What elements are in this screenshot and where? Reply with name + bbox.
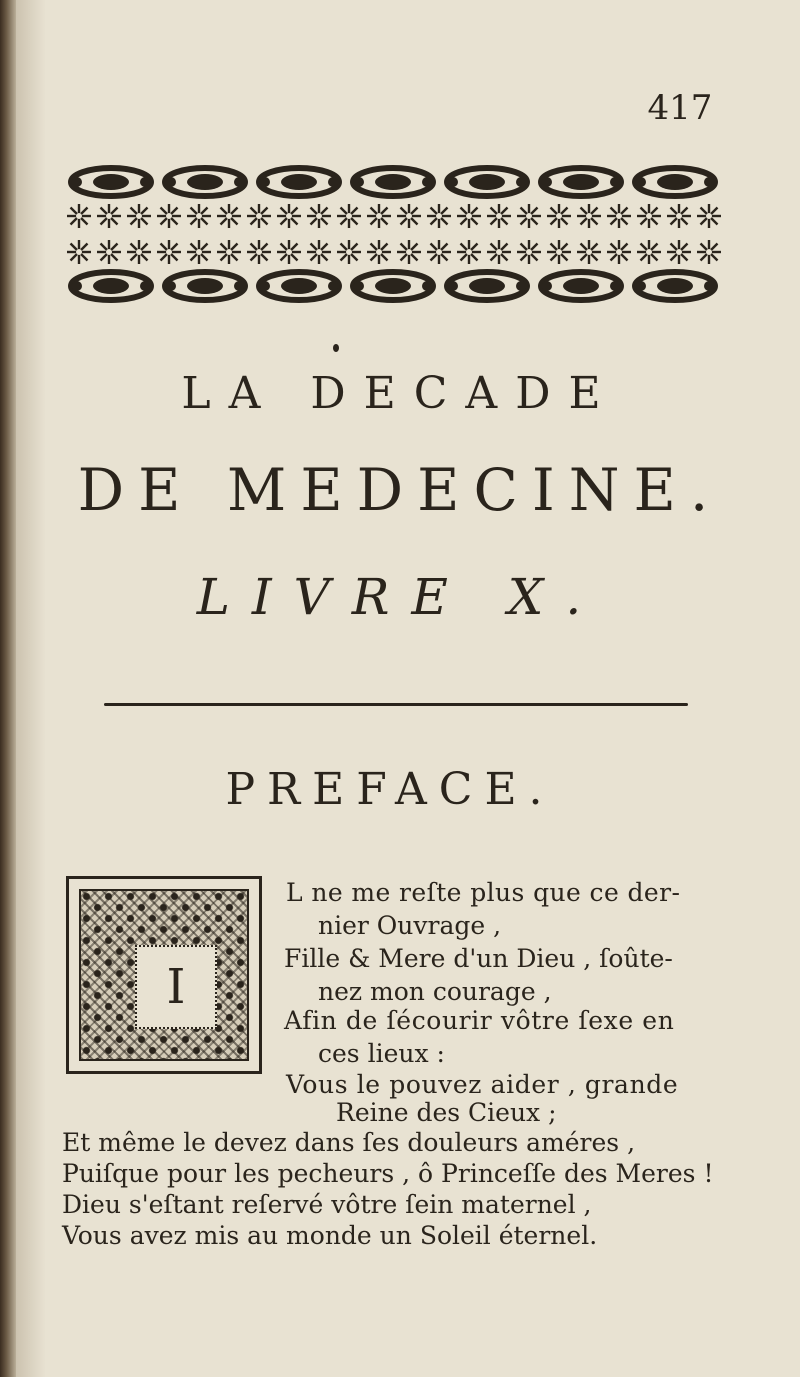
drop-cap-window [135,945,217,1029]
title-line-2: DE MEDECINE. [77,456,723,524]
section-title: PREFACE. [225,764,555,815]
drop-cap-ornament [79,889,249,1061]
verse-line: Puiſque pour les pecheurs , ô Princeſſe des Meres ! [62,1159,714,1188]
verse-line: nez mon courage , [318,977,552,1006]
decorative-headpiece [64,158,724,308]
drop-cap-frame [66,876,262,1074]
book-spine [0,0,16,1377]
verse-line: Fille & Mere d'un Dieu , ſoûte- [284,944,673,973]
title-line-3: LIVRE X. [196,568,604,626]
verse-line: L ne me reſte plus que ce der- [286,878,681,907]
verse-line: Afin de ſécourir vôtre ſexe en [284,1006,675,1035]
verse-line: Et même le devez dans ſes douleurs améres , [62,1128,636,1157]
verse-line: Dieu s'eſtant reſervé vôtre ſein maternel , [62,1190,592,1219]
verse-line: ces lieux : [318,1039,445,1068]
page-number: 417 [647,88,713,128]
ink-mark [333,344,339,352]
horizontal-rule [104,703,688,706]
verse-line: Reine des Cieux ; [336,1098,557,1127]
page-gutter-shadow [16,0,46,1377]
drop-cap-letter: I [166,959,186,1015]
verse-line: nier Ouvrage , [318,911,502,940]
verse-line: Vous le pouvez aider , grande [286,1070,679,1099]
verse-line: Vous avez mis au monde un Soleil éternel. [62,1221,598,1250]
title-line-1: LA DECADE [181,368,619,419]
